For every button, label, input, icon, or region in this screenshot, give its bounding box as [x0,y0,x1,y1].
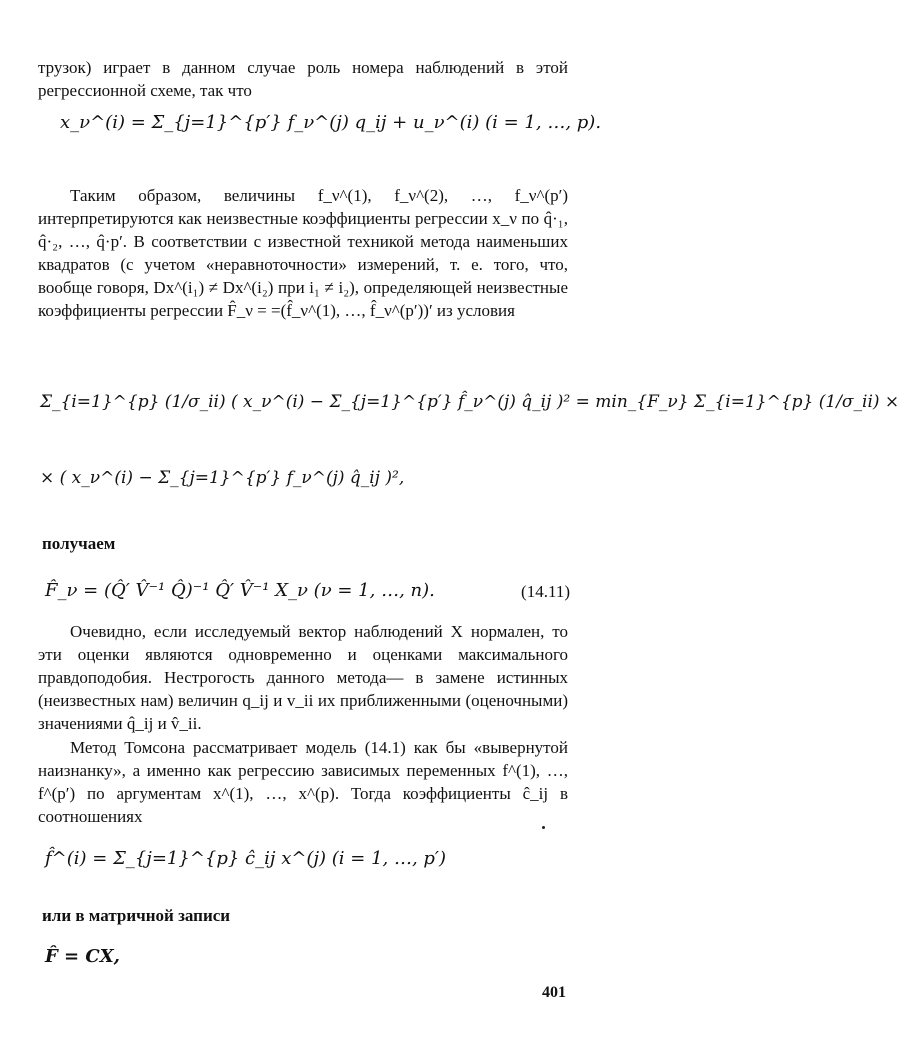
equation-4: f̂^(i) = Σ_{j=1}^{p} ĉ_ij x^(j) (i = 1, …, p′) [45,848,447,869]
heading-poluchaem: получаем [42,534,116,553]
equation-2b: × ( x_ν^(i) − Σ_{j=1}^{p′} f_ν^(j) q̂_ij )², [40,468,405,488]
equation-2a: Σ_{i=1}^{p} (1/σ_ii) ( x_ν^(i) − Σ_{j=1}^{p′} f̂_ν^(j) q̂_ij )² = min_{F_ν} Σ_{i=1}^{p} (1/σ_ii) × [40,392,899,412]
equation-number: (14.11) [521,582,570,601]
equation-5: F̂ = CX, [45,946,120,967]
stray-dot [542,826,545,829]
paragraph-3: Очевидно, если исследуемый вектор наблюдений X нормален, то эти оценки являются одновременно и оценками максимального правдоподобия. Нестрогость данного метода— в замене истинных (неизвестных нам) величин q_ij и v_ii их приближенными (оценочными) значениями q̂_ij и v̂_ii. [38,622,568,733]
equation-3: F̂_ν = (Q̂′ V̂⁻¹ Q̂)⁻¹ Q̂′ V̂⁻¹ X_ν (ν = 1, …, n). [45,580,435,601]
equation-1: x_ν^(i) = Σ_{j=1}^{p′} f_ν^(j) q_ij + u_ν^(i) (i = 1, …, p). [60,112,602,133]
page-number: 401 [542,984,566,1001]
paragraph-2: Таким образом, величины f_ν^(1), f_ν^(2), …, f_ν^(p′) интерпретируются как неизвестные коэффициенты регрессии x_ν по q̂·₁, q̂·₂, …, q̂·p′. В соответствии с известной техникой метода наименьших квадратов (с учетом «неравноточности» измерений, т. е. того, что, вообще говоря, Dx^(i₁) ≠ Dx^(i₂) при i₁ ≠ i₂), определяющей неизвестные коэффициенты регрессии F̂_ν = =(f̂_ν^(1), …, f̂_ν^(p′))′ из условия [38,186,568,320]
paragraph-4: Метод Томсона рассматривает модель (14.1) как бы «вывернутой наизнанку», а именно как регрессию зависимых переменных f^(1), …, f^(p′) по аргументам x^(1), …, x^(p). Тогда коэффициенты ĉ_ij в соотношениях [38,738,568,826]
heading-matrix-form: или в матричной записи [42,906,231,925]
paragraph-1: трузок) играет в данном случае роль номера наблюдений в этой регрессионной схеме, так что [38,58,568,100]
